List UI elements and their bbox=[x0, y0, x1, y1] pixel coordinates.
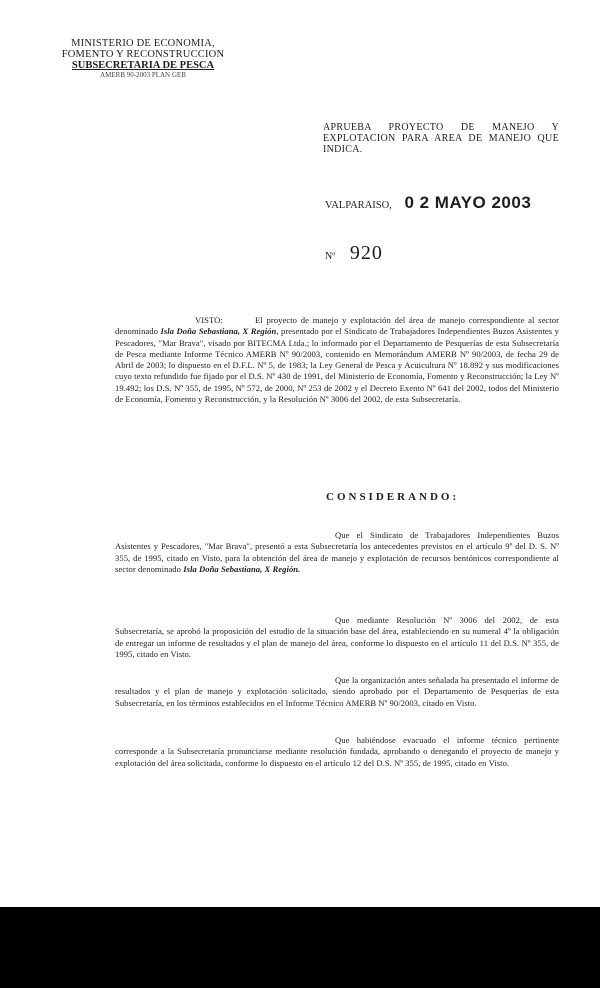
resolution-subject: APRUEBA PROYECTO DE MANEJO Y EXPLOTACION PARA AREA DE MANEJO QUE INDICA. bbox=[323, 122, 559, 155]
visto-label: VISTO: bbox=[195, 315, 223, 325]
visto-sector: Isla Doña Sebastiana, X Región bbox=[160, 326, 277, 337]
place: VALPARAISO, bbox=[325, 200, 392, 211]
considerando-1-sector: Isla Doña Sebastiana, X Región. bbox=[183, 563, 301, 574]
visto-paragraph bbox=[115, 315, 559, 405]
letterhead-ministry: MINISTERIO DE ECONOMIA, bbox=[71, 38, 215, 49]
considerando-heading: CONSIDERANDO: bbox=[326, 491, 460, 503]
considerando-2-text: Que mediante Resolución Nº 3006 del 2002, de esta Subsecretaría, se aprobó la proposición del estudio de la situación base del área, estableciendo en su numeral 4º la obligación de entregar un informe de resultados y el plan de manejo del área, conforme lo dispuesto en el artículo 11 del D.S. Nº 355, de 1995, citado en Visto. bbox=[115, 615, 559, 659]
considerando-paragraph-3 bbox=[115, 675, 559, 709]
date-stamp: 0 2 MAYO 2003 bbox=[404, 193, 532, 212]
place-date bbox=[325, 193, 531, 213]
considerando-3-text: Que la organización antes señalada ha presentado el informe de resultados y el plan de manejo y explotación solicitado, siendo aprobado por el Departamento de Pesquerías de esta Subsecretaría, en los términos establecidos en el Informe Técnico AMERB Nº 90/2003, citado en Visto. bbox=[115, 675, 559, 708]
considerando-4-text: Que habiéndose evacuado el informe técnico pertinente corresponde a la Subsecretaría pronunciarse mediante resolución fundada, aprobando o denegando el proyecto de manejo y explotación del área solicitada, conforme lo dispuesto en el artículo 12 del D.S. Nº 355, de 1995, citado en Visto. bbox=[115, 735, 559, 768]
considerando-paragraph-4 bbox=[115, 735, 559, 769]
number-label: Nº bbox=[325, 251, 336, 262]
number-value: 920 bbox=[349, 242, 383, 264]
scan-bottom-border bbox=[0, 907, 600, 988]
considerando-1-text: Que el Sindicato de Trabajadores Independientes Buzos Asistentes y Pescadores, "Mar Brava", presentó a esta Subsecretaría los antecedentes previstos en el artículo 9º del D. S. Nº 355, de 1995, citado en Visto, para la obtención del área de manejo y explotación de recursos bentónicos correspondiente al sector denominado bbox=[115, 530, 559, 574]
considerando-paragraph-1 bbox=[115, 530, 559, 575]
letterhead-ministry-2: FOMENTO Y RECONSTRUCCION bbox=[61, 49, 225, 60]
resolution-number bbox=[325, 242, 383, 265]
letterhead-reference: AMERB 90-2003 PLAN GEB bbox=[100, 71, 186, 79]
visto-text-2: , presentado por el Sindicato de Trabajadores Independientes Buzos Asistentes y Pescadores, "Mar Brava", visado por BITECMA Ltda.; lo informado por el Departamento de Pesquerías de esta Subsecretaría de Pesca mediante Informe Técnico AMERB Nº 90/2003, contenido en Memorándum AMERB Nº 90/2003, de fecha 29 de Abril de 2003; lo dispuesto en el D.F.L. Nº 5, de 1983; la Ley General de Pesca y Acuicultura Nº 18.892 y sus modificaciones cuyo texto refundido fue fijado por el D.S. Nº 430 de 1991, del Ministerio de Economía, Fomento y Reconstrucción; la Ley Nº 19.492; los D.S. Nº 355, de 1995, Nº 572, de 2000, Nº 253 de 2002 y el Decreto Exento Nº 641 del 2002, todos del Ministerio de Economía, Fomento y Reconstrucción, y la Resolución Nº 3006 del 2002, de esta Subsecretaría. bbox=[115, 326, 559, 405]
letterhead-subsecretaria: SUBSECRETARIA DE PESCA bbox=[71, 60, 215, 71]
letterhead bbox=[53, 38, 233, 80]
considerando-paragraph-2 bbox=[115, 615, 559, 660]
visto-text-1: El proyecto de manejo y explotación del área de manejo correspondiente al sector denominado bbox=[115, 315, 559, 337]
